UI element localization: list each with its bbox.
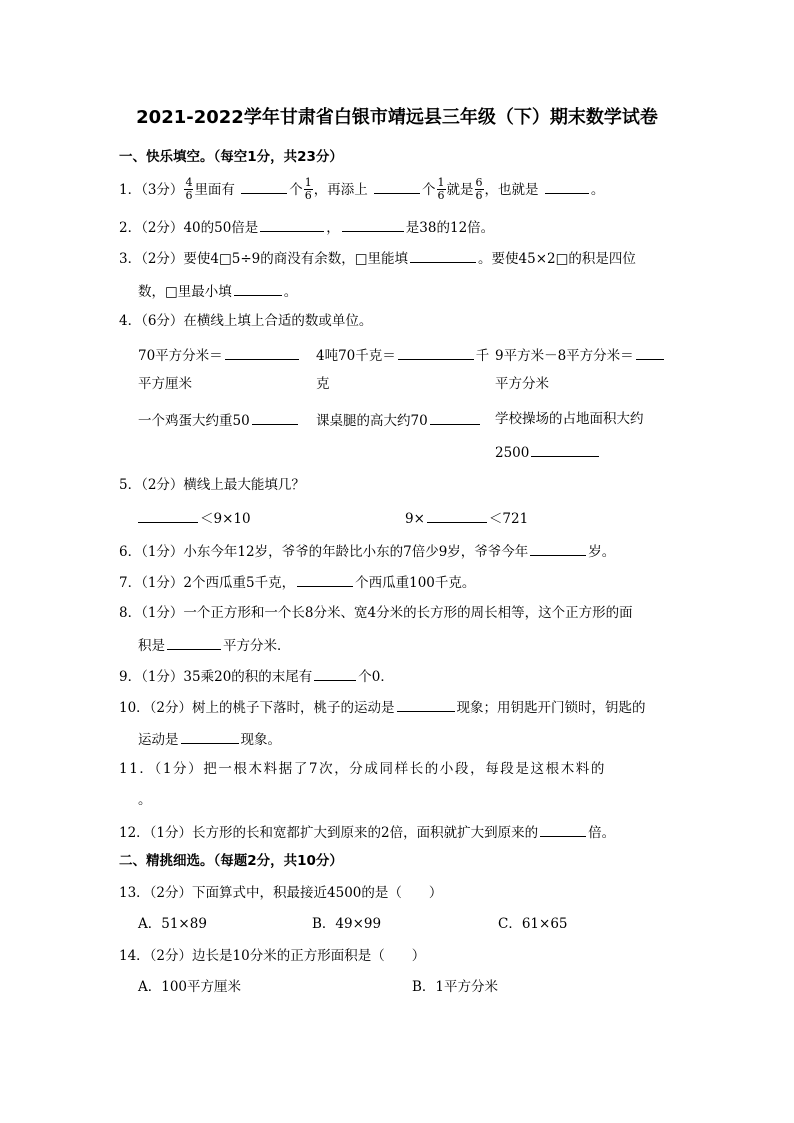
answer-blank[interactable] — [410, 248, 476, 263]
question-6: 6．（1分）小东今年12岁，爷爷的年龄比小东的7倍少9岁，爷爷今年 岁。 — [119, 541, 615, 561]
question-7: 7．（1分）2个西瓜重5千克， 个西瓜重100千克。 — [119, 572, 475, 592]
question-3-line-1: 3．（2分）要使4□5÷9的商没有余数，□里能填 。要使45×2□的积是四位 — [119, 248, 636, 268]
q14-option-a[interactable]: A．100平方厘米 — [138, 979, 242, 995]
q4-item-5: 课桌腿的高大约70 — [316, 410, 482, 430]
answer-blank[interactable] — [636, 345, 664, 360]
section-1-heading: 一、快乐填空。（每空1分，共23分） — [119, 149, 343, 165]
q4-item-1-unit: 平方厘米 — [138, 376, 192, 392]
question-11-line-1: 11．（1分）把一根木料据了7次，分成同样长的小段，每段是这根木料的 — [119, 761, 607, 777]
answer-blank[interactable] — [181, 729, 239, 744]
q5-item-a: ＜9×10 — [136, 508, 251, 528]
question-13-stem: 13．（2分）下面算式中，积最接近4500的是（ ） — [119, 885, 443, 901]
answer-blank[interactable] — [427, 508, 487, 523]
fraction-6-6: $\frac{6}{6}$ — [475, 176, 483, 202]
question-2: 2．（2分）40的50倍是 ， 是38的12倍。 — [119, 217, 494, 237]
question-11-line-2: 。 — [138, 792, 152, 808]
question-8-line-2: 积是 平方分米． — [138, 635, 291, 655]
q4-item-6-b: 2500 — [495, 442, 601, 462]
answer-blank[interactable] — [260, 217, 324, 232]
question-8-line-1: 8．（1分）一个正方形和一个长8分米、宽4分米的长方形的周长相等，这个正方形的面 — [119, 605, 633, 621]
q13-option-c[interactable]: C．61×65 — [498, 916, 568, 932]
question-3-line-2: 数，□里最小填 。 — [138, 281, 297, 301]
fraction-1-6: $\frac{1}{6}$ — [437, 176, 445, 202]
fraction-1-6: $\frac{1}{6}$ — [304, 176, 312, 202]
answer-blank[interactable] — [252, 410, 298, 425]
q1-number: 1．（3分） — [119, 182, 184, 198]
answer-blank[interactable] — [297, 572, 353, 587]
question-14-stem: 14．（2分）边长是10分米的正方形面积是（ ） — [119, 948, 426, 964]
question-10-line-1: 10．（2分）树上的桃子下落时，桃子的运动是 现象；用钥匙开门锁时，钥匙的 — [119, 697, 646, 717]
question-5-stem: 5．（2分）横线上最大能填几？ — [119, 477, 305, 493]
answer-blank[interactable] — [430, 410, 480, 425]
fraction-4-6: $\frac{4}{6}$ — [185, 176, 193, 202]
q14-option-b[interactable]: B．1平方分米 — [412, 979, 499, 995]
page-title: 2021-2022学年甘肃省白银市靖远县三年级（下）期末数学试卷 — [136, 107, 658, 128]
q13-option-a[interactable]: A．51×89 — [138, 916, 207, 932]
answer-blank[interactable] — [374, 179, 420, 194]
question-4-stem: 4．（6分）在横线上填上合适的数或单位。 — [119, 313, 373, 329]
answer-blank[interactable] — [540, 822, 586, 837]
answer-blank[interactable] — [138, 508, 198, 523]
q4-item-6: 学校操场的占地面积大约 — [495, 411, 644, 427]
q4-item-2-unit: 克 — [316, 376, 330, 392]
q4-item-2: 4吨70千克＝ 千 — [316, 345, 489, 365]
q4-item-4: 一个鸡蛋大约重50 — [138, 410, 300, 430]
answer-blank[interactable] — [167, 635, 221, 650]
q5-item-b: 9× ＜721 — [405, 508, 528, 528]
q4-item-1: 70平方分米＝ — [138, 345, 301, 365]
section-2-heading: 二、精挑细选。（每题2分，共10分） — [119, 853, 343, 869]
answer-blank[interactable] — [530, 541, 586, 556]
answer-blank[interactable] — [225, 345, 299, 360]
q4-item-3-unit: 平方分米 — [495, 376, 549, 392]
question-12: 12．（1分）长方形的长和宽都扩大到原来的2倍，面积就扩大到原来的 倍。 — [119, 822, 615, 842]
answer-blank[interactable] — [241, 179, 287, 194]
answer-blank[interactable] — [398, 345, 474, 360]
answer-blank[interactable] — [342, 217, 404, 232]
answer-blank[interactable] — [234, 281, 282, 296]
question-1: 1．（3分） $\frac{4}{6}$ 里面有 个 $\frac{1}{6}$ ，再添上 个 $\frac{1}{6}$ 就是 $\frac{6}{6}$ ，也就是 。 — [119, 176, 605, 202]
question-10-line-2: 运动是 现象。 — [138, 729, 281, 749]
q13-option-b[interactable]: B．49×99 — [312, 916, 382, 932]
answer-blank[interactable] — [314, 666, 356, 681]
answer-blank[interactable] — [397, 697, 455, 712]
answer-blank[interactable] — [545, 179, 589, 194]
answer-blank[interactable] — [531, 442, 599, 457]
question-9: 9．（1分）35乘20的积的末尾有 个0． — [119, 666, 394, 686]
q4-item-3: 9平方米－8平方分米＝ — [495, 345, 666, 365]
